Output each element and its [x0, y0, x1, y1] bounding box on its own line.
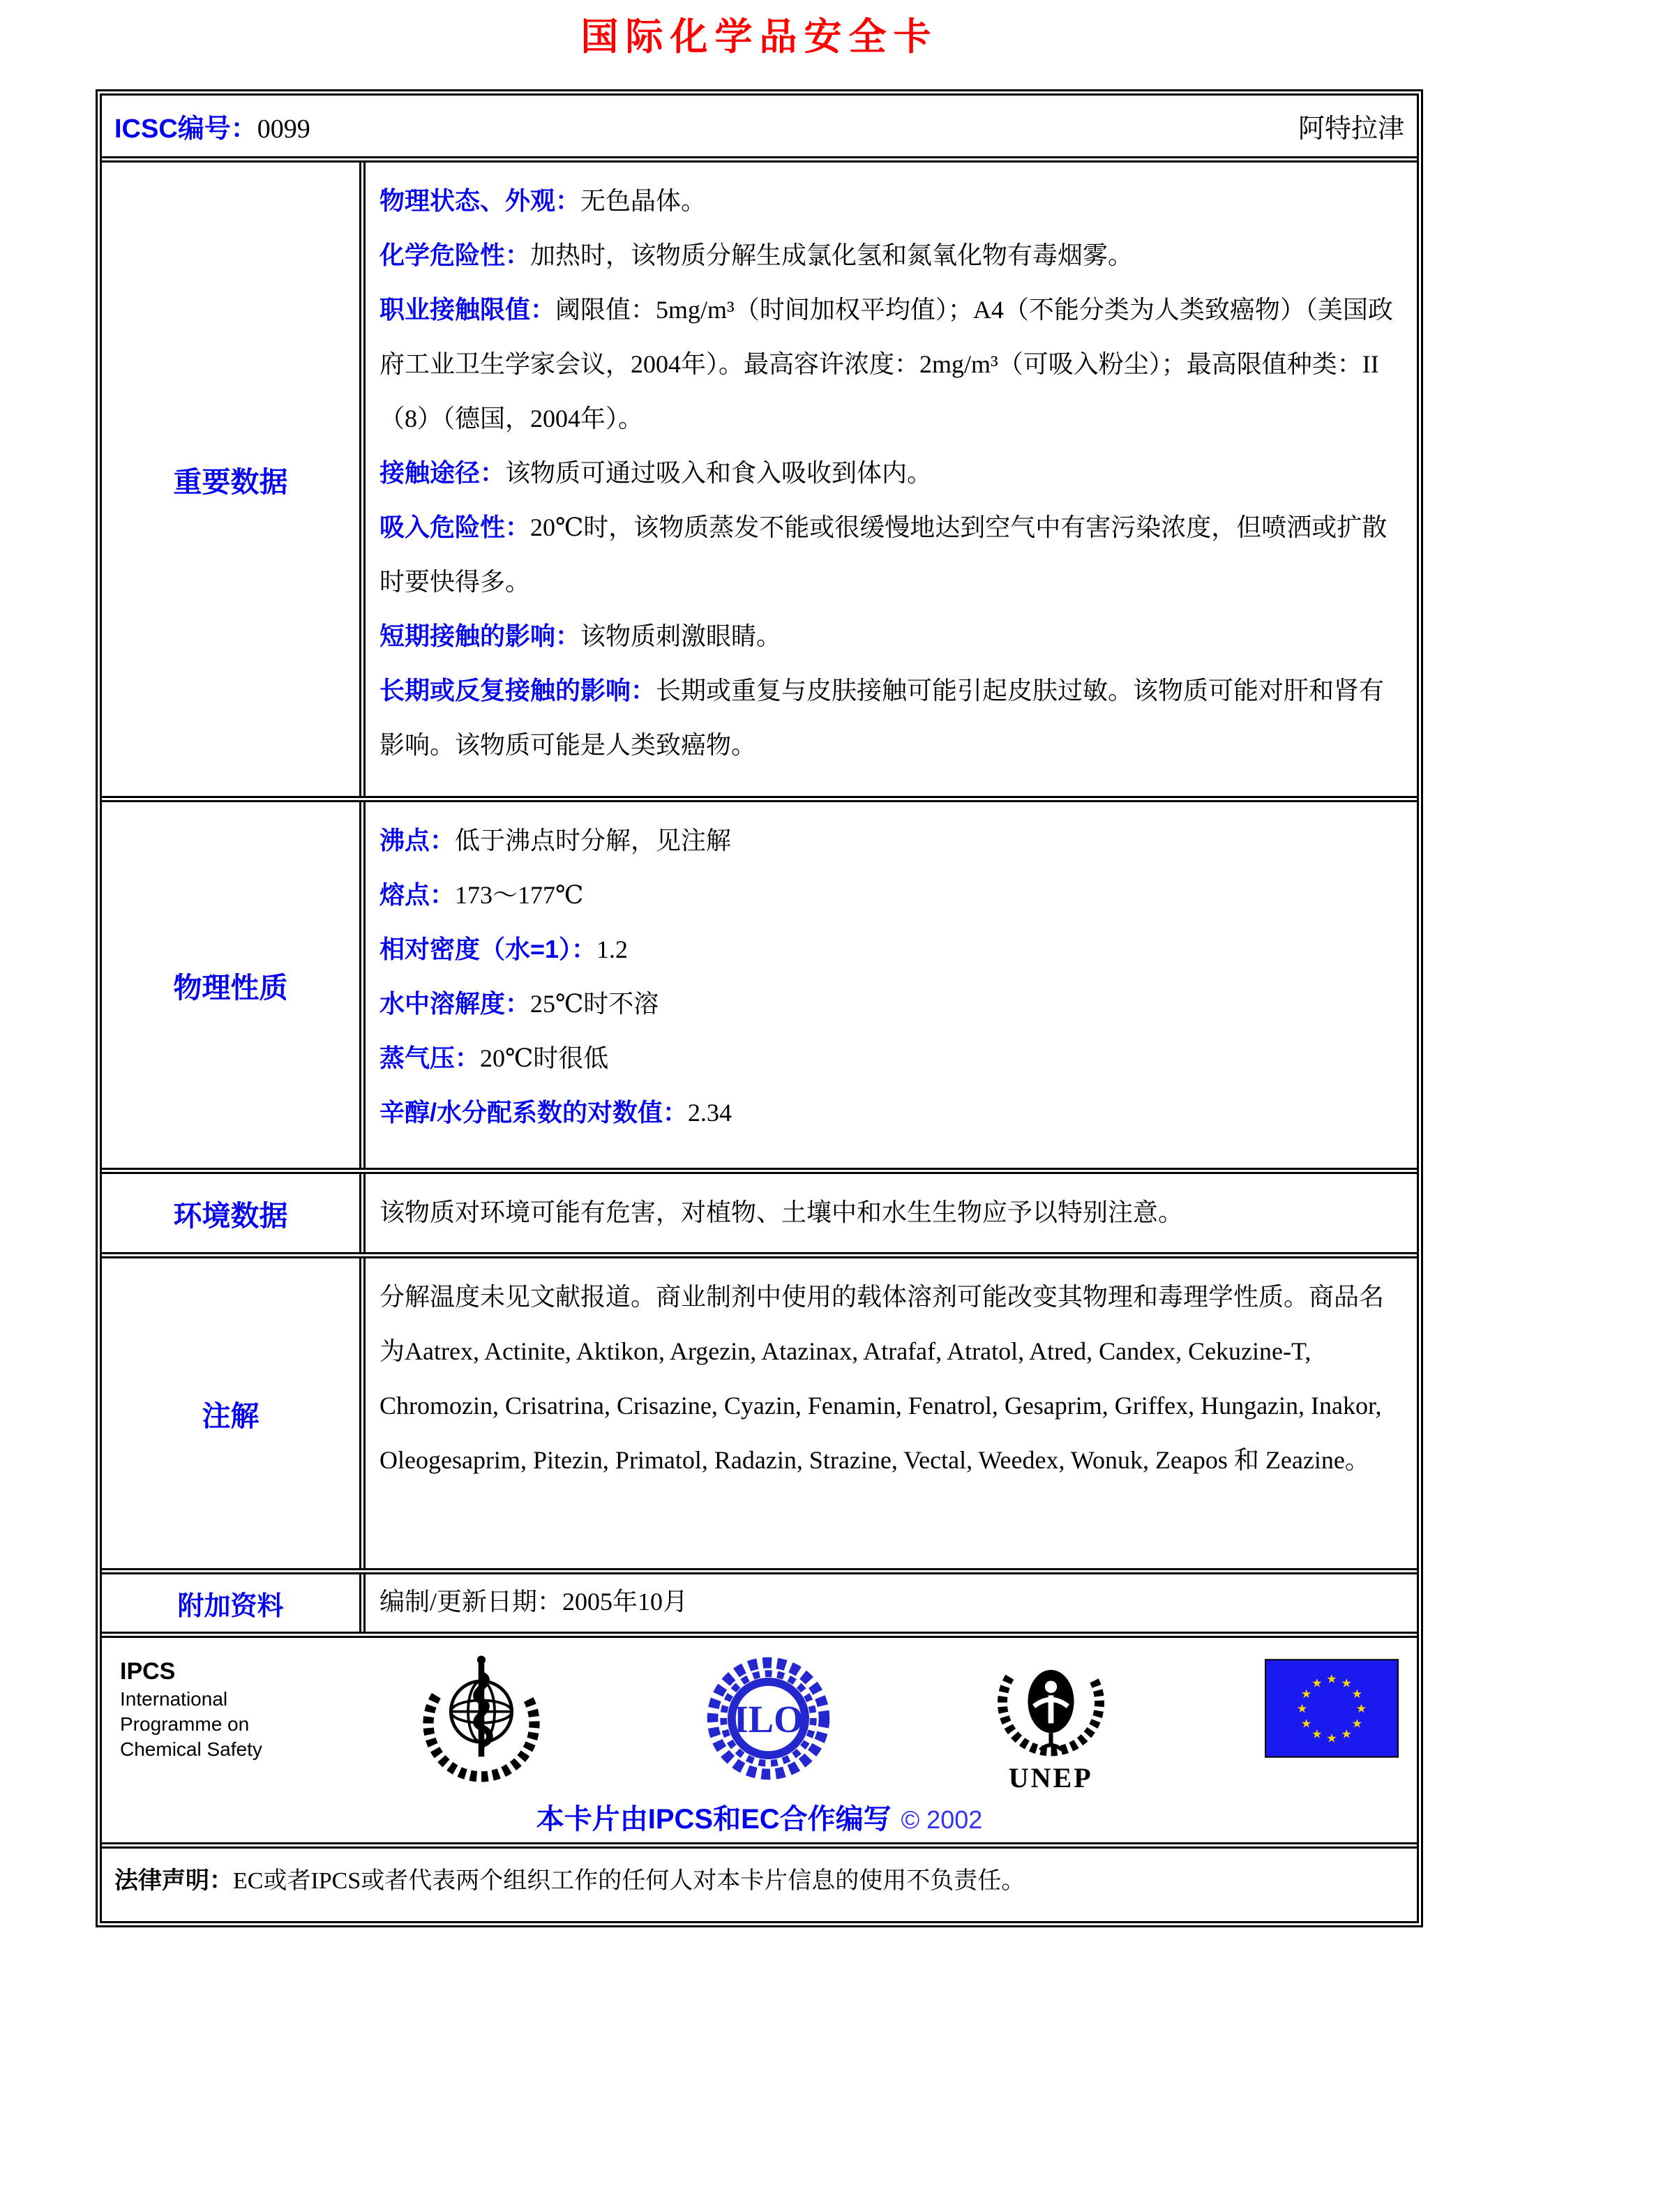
property-value: 该物质刺激眼睛。 — [580, 622, 782, 650]
eu-flag-icon — [1265, 1650, 1399, 1761]
svg-text:★: ★ — [1300, 1717, 1312, 1731]
unep-logo-icon — [990, 1650, 1112, 1794]
property-row — [379, 174, 1403, 228]
section-notes — [102, 1258, 1417, 1574]
property-label: 辛醇/水分配系数的对数值： — [379, 1098, 689, 1127]
property-row — [379, 663, 1403, 772]
property-row — [379, 1031, 1403, 1085]
property-row — [379, 922, 1403, 977]
ilo-wordmark: ILO — [733, 1698, 804, 1740]
section-physical-properties — [102, 802, 1417, 1174]
ipcs-line: Chemical Safety — [120, 1738, 262, 1760]
notes-text: 分解温度未见文献报道。商业制剂中使用的载体溶剂可能改变其物理和毒理学性质。商品名为Aatrex, Actinite, Aktikon, Argezin, Atazinax, Atrafaf, Atratol, Atred, Candex, Cekuzine-T, Chromozin, Crisatrina, Crisazine, Cyazin, Fenamin, Fenatrol, Gesaprim, Griffex, Hungazin, Inakor, Oleogesaprim, Pitezin, Primatol, Radazin, Strazine, Vectal, Weedex, Wonuk, Zeapos 和 Zeazine。 — [379, 1283, 1385, 1474]
property-row — [379, 609, 1403, 663]
section-title-environment: 环境数据 — [102, 1174, 366, 1252]
legal-label: 法律声明： — [114, 1867, 233, 1894]
svg-text:★: ★ — [1326, 1672, 1337, 1687]
section-title-additional: 附加资料 — [102, 1574, 366, 1632]
property-label: 长期或反复接触的影响： — [379, 676, 656, 705]
svg-text:★: ★ — [1300, 1687, 1312, 1701]
svg-text:★: ★ — [1341, 1676, 1352, 1691]
ipcs-line: Programme on — [120, 1713, 250, 1735]
ipcs-text-block — [120, 1650, 262, 1762]
property-row — [379, 500, 1403, 609]
property-row — [379, 1085, 1403, 1140]
property-label: 沸点： — [379, 826, 456, 855]
ipcs-acronym: IPCS — [120, 1658, 176, 1685]
svg-text:★: ★ — [1341, 1727, 1352, 1742]
environment-text: 该物质对环境可能有危害，对植物、土壤中和水生生物应予以特别注意。 — [379, 1198, 1184, 1226]
environmental-data-content — [366, 1174, 1417, 1252]
who-logo-icon — [415, 1650, 548, 1793]
property-row — [379, 446, 1403, 500]
safety-card-table — [96, 89, 1423, 1927]
copyright-text: © 2002 — [901, 1805, 983, 1834]
section-environmental-data — [102, 1174, 1417, 1258]
card-header-row — [102, 96, 1417, 163]
svg-text:★: ★ — [1311, 1676, 1323, 1691]
property-value: 20℃时，该物质蒸发不能或很缓慢地达到空气中有害污染浓度，但喷洒或扩散时要快得多。 — [379, 513, 1388, 596]
property-value: 无色晶体。 — [580, 187, 707, 215]
section-important-data — [102, 163, 1417, 802]
svg-text:★: ★ — [1296, 1702, 1308, 1717]
property-row — [379, 283, 1403, 446]
property-value: 该物质可通过吸入和食入吸收到体内。 — [505, 459, 933, 487]
logo-strip — [120, 1650, 1399, 1794]
additional-info-content — [366, 1574, 1417, 1632]
property-label: 蒸气压： — [379, 1044, 481, 1072]
page-title: 国际化学品安全卡 — [580, 16, 938, 58]
icsc-number-label: ICSC编号： — [114, 114, 257, 144]
property-label: 熔点： — [379, 880, 456, 909]
icsc-number-value: 0099 — [257, 114, 310, 144]
credit-line — [120, 1797, 1399, 1837]
property-value: 长期或重复与皮肤接触可能引起皮肤过敏。该物质可能对肝和肾有影响。该物质可能是人类致癌物。 — [379, 677, 1385, 759]
property-value: 20℃时很低 — [480, 1044, 609, 1072]
property-label: 职业接触限值： — [379, 295, 556, 324]
ipcs-line: International — [120, 1688, 228, 1710]
legal-text: EC或者IPCS或者代表两个组织工作的任何人对本卡片信息的使用不负责任。 — [233, 1868, 1025, 1894]
property-value: 阈限值：5mg/m³（时间加权平均值）；A4（不能分类为人类致癌物）（美国政府工业卫生学家会议，2004年）。最高容许浓度：2mg/m³（可吸入粉尘）；最高限值种类：II（8）（德国，2004年）。 — [379, 296, 1393, 432]
property-label: 短期接触的影响： — [379, 622, 581, 650]
section-title-physical: 物理性质 — [102, 802, 366, 1168]
property-label: 水中溶解度： — [379, 989, 531, 1018]
credit-text: 本卡片由IPCS和EC合作编写 — [536, 1804, 892, 1835]
additional-info-text: 编制/更新日期：2005年10月 — [379, 1588, 689, 1616]
section-additional-info — [102, 1574, 1417, 1638]
property-value: 2.34 — [688, 1099, 732, 1127]
property-row — [379, 868, 1403, 922]
svg-text:★: ★ — [1351, 1717, 1363, 1731]
property-value: 173～177℃ — [455, 881, 584, 909]
icsc-number-group — [114, 107, 310, 145]
property-label: 相对密度（水=1）： — [379, 935, 597, 963]
svg-text:★: ★ — [1351, 1687, 1363, 1701]
property-value: 低于沸点时分解，见注解 — [455, 827, 732, 855]
property-value: 25℃时不溶 — [530, 990, 659, 1018]
unep-wordmark: UNEP — [1008, 1762, 1093, 1793]
section-title-notes: 注解 — [102, 1258, 366, 1568]
notes-content — [366, 1258, 1417, 1568]
property-label: 化学危险性： — [379, 241, 531, 269]
ilo-logo-icon — [700, 1650, 836, 1790]
svg-text:★: ★ — [1311, 1727, 1323, 1742]
physical-properties-content — [366, 802, 1417, 1168]
property-row — [379, 977, 1403, 1031]
property-label: 物理状态、外观： — [379, 186, 581, 215]
property-row — [379, 813, 1403, 868]
property-label: 接触途径： — [379, 458, 506, 487]
important-data-content — [366, 163, 1417, 796]
property-value: 加热时，该物质分解生成氯化氢和氮氧化物有毒烟雾。 — [530, 241, 1134, 269]
chemical-name: 阿特拉津 — [1298, 114, 1404, 144]
svg-text:★: ★ — [1326, 1731, 1337, 1746]
legal-row — [102, 1849, 1417, 1921]
section-title-important: 重要数据 — [102, 163, 366, 796]
property-value: 1.2 — [596, 935, 629, 963]
svg-text:★: ★ — [1355, 1702, 1367, 1717]
property-row — [379, 228, 1403, 283]
logos-row — [102, 1638, 1417, 1849]
property-label: 吸入危险性： — [379, 513, 531, 541]
